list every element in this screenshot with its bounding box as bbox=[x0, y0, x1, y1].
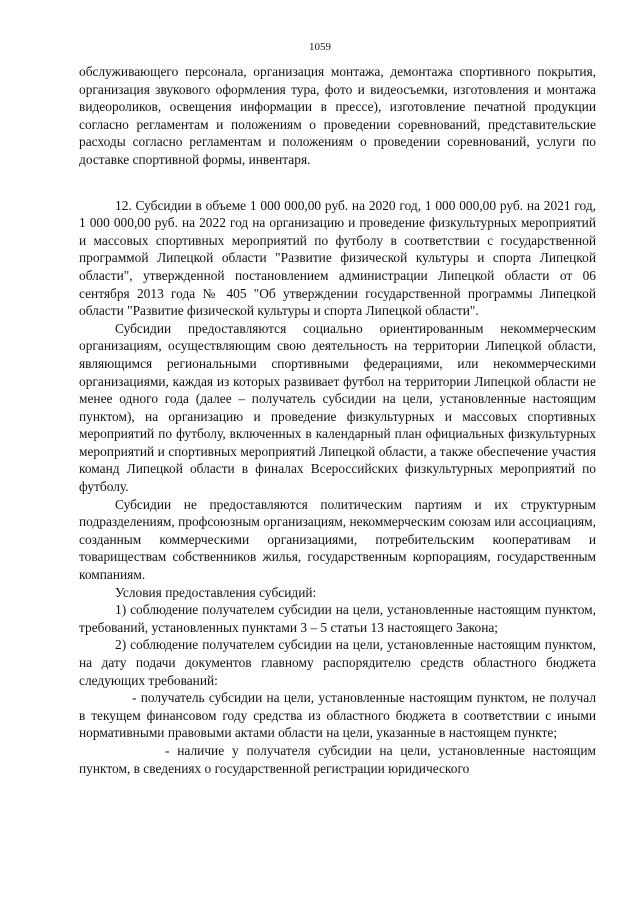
paragraph-recipients: Субсидии предоставляются социально ориентированным некоммерческим организациям, осуществляющим свою деятельность на территории Липецкой области, являющимся региональными спортивными федерациями, или некоммерческими организациями, каждая из которых развивает футбол на территории Липецкой области не менее одного года (далее – получатель субсидии на цели, установленные настоящим пунктом), на организацию и проведение физкультурных и массовых спортивных мероприятий по футболу, включенных в календарный план официальных физкультурных мероприятий и спортивных мероприятий Липецкой области, а также обеспечение участия команд Липецкой области в финалах Всероссийских физкультурных мероприятий по футболу. bbox=[79, 320, 596, 495]
paragraph-requirement-funds: - получатель субсидии на цели, установленные настоящим пунктом, не получал в текущем финансовом году средства из областного бюджета в соответствии с иными нормативными правовыми актами области на цели, указанные в настоящем пункте; bbox=[79, 690, 596, 741]
paragraph-conditions-heading: Условия предоставления субсидий: bbox=[115, 584, 317, 600]
paragraph-exclusions: Субсидии не предоставляются политическим партиям и их структурным подразделениям, профсоюзным организациям, некоммерческим союзам или ассоциациям, созданным коммерческими организациями, потребительским кооперативам и товариществам собственников жилья, государственным корпорациям, государственным компаниям. bbox=[79, 496, 596, 583]
document-body bbox=[79, 63, 596, 777]
paragraph-condition-2: 2) соблюдение получателем субсидии на цели, установленные настоящим пунктом, на дату подачи документов главному распорядителю средств областного бюджета следующих требований: bbox=[79, 637, 596, 688]
paragraph-services-continuation: обслуживающего персонала, организация монтажа, демонтажа спортивного покрытия, организация звукового оформления тура, фото и видеосъемки, изготовления и монтажа видеороликов, освещения информации в прессе), изготовление печатной продукции согласно регламентам и положениям о проведении соревнований, представительские расходы согласно регламентам и положениям о проведении соревнований, услуги по доставке спортивной формы, инвентаря. bbox=[79, 64, 596, 167]
paragraph-requirement-registration: - наличие у получателя субсидии на цели, установленные настоящим пунктом, в сведениях о государственной регистрации юридического bbox=[79, 742, 596, 776]
paragraph-condition-1: 1) соблюдение получателем субсидии на цели, установленные настоящим пунктом, требований, установленных пунктами 3 – 5 статьи 13 настоящего Закона; bbox=[79, 602, 596, 635]
page-number: 1059 bbox=[309, 41, 331, 53]
paragraph-item-12: 12. Субсидии в объеме 1 000 000,00 руб. на 2020 год, 1 000 000,00 руб. на 2021 год, 1 000 000,00 руб. на 2022 год на организацию и проведение физкультурных мероприятий и массовых спортивных мероприятий по футболу в соответствии с государственной программой Липецкой области "Развитие физической культуры и спорта Липецкой области", утвержденной постановлением администрации Липецкой области от 06 сентября 2013 года № 405 "Об утверждении государственной программы Липецкой области "Развитие физической культуры и спорта Липецкой области". bbox=[79, 197, 596, 319]
